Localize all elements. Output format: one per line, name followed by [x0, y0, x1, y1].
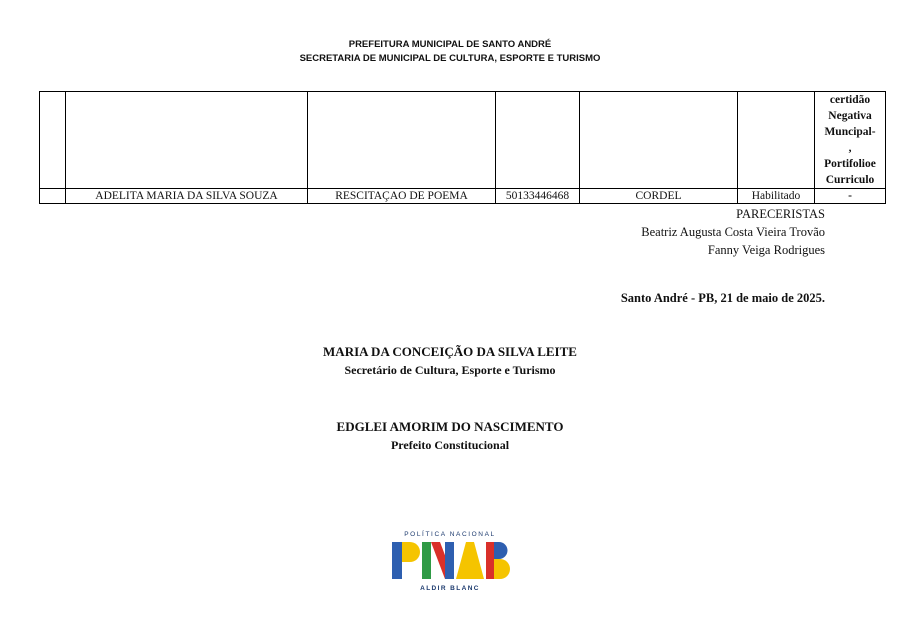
documents-line: certidão	[829, 94, 871, 106]
logo-bottom-text: ALDIR BLANC	[420, 585, 480, 592]
document-header	[0, 38, 900, 66]
pareceristas-title: PARECERISTAS	[736, 207, 825, 221]
row-name: ADELITA MARIA DA SILVA SOUZA	[66, 189, 308, 204]
row-category: CORDEL	[580, 189, 738, 204]
header-line-1: PREFEITURA MUNICIPAL DE SANTO ANDRÉ	[348, 39, 552, 50]
header-line-2: SECRETARIA DE MUNICIPAL DE CULTURA, ESPORTE E TURISMO	[299, 53, 601, 64]
table-cell	[738, 92, 815, 189]
table-row	[40, 189, 886, 204]
table-cell	[308, 92, 496, 189]
signature-name: MARIA DA CONCEIÇÃO DA SILVA LEITE	[323, 344, 577, 359]
pnab-logo	[388, 528, 513, 594]
row-index	[40, 189, 66, 204]
row-status: Habilitado	[738, 189, 815, 204]
table-cell	[66, 92, 308, 189]
parecerista-name: Fanny Veiga Rodrigues	[707, 243, 825, 257]
documents-line: Muncipal-	[824, 126, 876, 138]
place-date: Santo André - PB, 21 de maio de 2025.	[620, 291, 825, 305]
row-pending: -	[815, 189, 886, 204]
documents-cell	[815, 92, 886, 189]
table-cell	[496, 92, 580, 189]
pareceristas-block	[641, 205, 825, 259]
documents-line: Negativa	[828, 110, 872, 122]
documents-line: Portifolioe	[824, 158, 876, 170]
documents-line: ,	[848, 142, 852, 154]
signature-role: Secretário de Cultura, Esporte e Turismo	[344, 363, 556, 377]
signature-secretary	[0, 342, 900, 379]
signature-role: Prefeito Constitucional	[390, 438, 510, 452]
table-row-top	[40, 92, 886, 189]
signature-name: EDGLEI AMORIM DO NASCIMENTO	[336, 419, 564, 434]
table-cell	[40, 92, 66, 189]
row-project: RESCITAÇAO DE POEMA	[308, 189, 496, 204]
parecerista-name: Beatriz Augusta Costa Vieira Trovão	[641, 225, 825, 239]
table-cell	[580, 92, 738, 189]
results-table	[39, 91, 886, 204]
row-id: 50133446468	[496, 189, 580, 204]
signature-mayor	[0, 417, 900, 454]
logo-top-text: POLÍTICA NACIONAL	[404, 531, 496, 538]
documents-line: Curriculo	[825, 174, 875, 186]
